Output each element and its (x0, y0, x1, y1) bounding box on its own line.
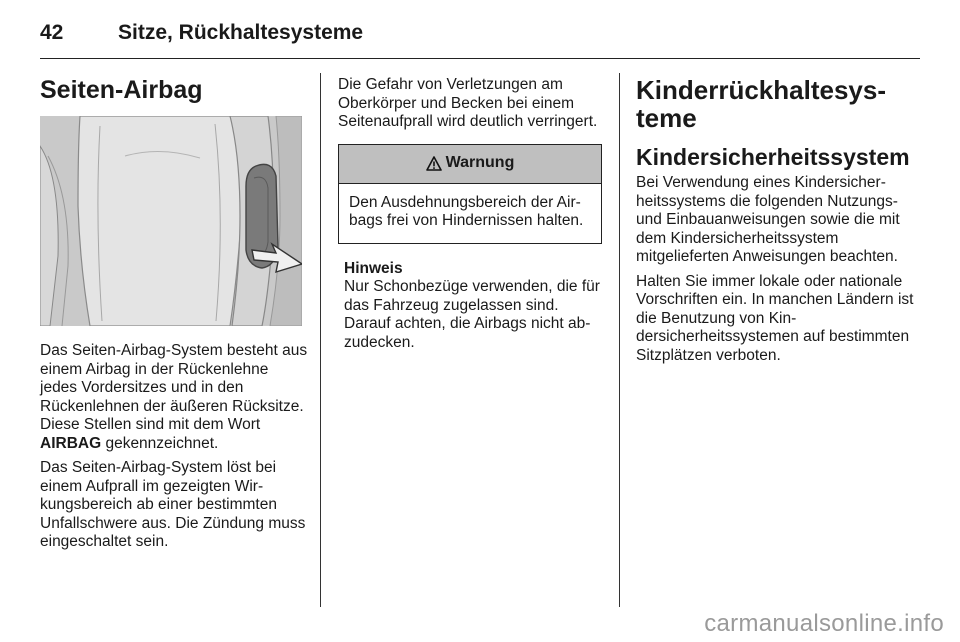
note (338, 260, 604, 353)
note-title: Hinweis (344, 259, 403, 277)
warning-box (338, 144, 602, 244)
column-2 (338, 76, 604, 352)
section-heading-child-restraint: Kinderrückhaltesysteme (636, 75, 886, 133)
chapter-title: Sitze, Rückhaltesysteme (118, 21, 364, 44)
warning-title: Warnung (445, 154, 515, 172)
subheading-child-safety-system: Kindersicherheitssystem (636, 144, 910, 170)
note-body: Nur Schonbezüge verwenden, die für das Fahrzeug zugelassen sind. Darauf achten, die Airbags nicht abzudecken. (344, 278, 600, 351)
watermark: carmanualsonline.info (704, 610, 944, 637)
page-number: 42 (40, 21, 64, 44)
column-3 (636, 76, 926, 371)
text: gekennzeichnet. (101, 434, 219, 452)
seat-side-airbag-illustration (40, 116, 302, 326)
paragraph: Bei Verwendung eines Kindersicherheitssystems die folgenden Nutzungs- und Einbauanweisungen sowie die mit dem Kindersicherheitssystem mitgelieferten Anweisungen beachten. (636, 174, 900, 265)
paragraph (40, 342, 308, 453)
column-divider (619, 73, 620, 607)
paragraph: Halten Sie immer lokale oder nationale Vorschriften ein. In manchen Ländern ist die Benutzung von Kindersicherheitssystemen auf bestimmten Sitzplätzen verboten. (636, 272, 914, 364)
column-1 (40, 76, 308, 558)
warning-body: Den Ausdehnungsbereich der Airbags frei von Hindernissen halten. (349, 193, 584, 229)
warning-triangle-icon (426, 156, 442, 172)
page-header (40, 18, 920, 59)
warning-header (339, 145, 601, 184)
text: Das Seiten-Airbag-System besteht aus einem Airbag in der Rückenlehne jedes Vordersitzes und in den Rückenlehnen der äußeren Rücksitze. Diese Stellen sind mit dem Wort (40, 342, 308, 433)
column-divider (320, 73, 321, 607)
paragraph: Das Seiten-Airbag-System löst bei einem Aufprall im gezeigten Wirkungsbereich ab einer bestimmten Unfallschwere aus. Die Zündung muss eingeschaltet sein. (40, 459, 306, 550)
section-heading-side-airbag: Seiten-Airbag (40, 76, 203, 104)
paragraph: Die Gefahr von Verletzungen am Oberkörper und Becken bei einem Seitenaufprall wird deutlich verringert. (338, 76, 598, 130)
airbag-label: AIRBAG (40, 434, 102, 452)
